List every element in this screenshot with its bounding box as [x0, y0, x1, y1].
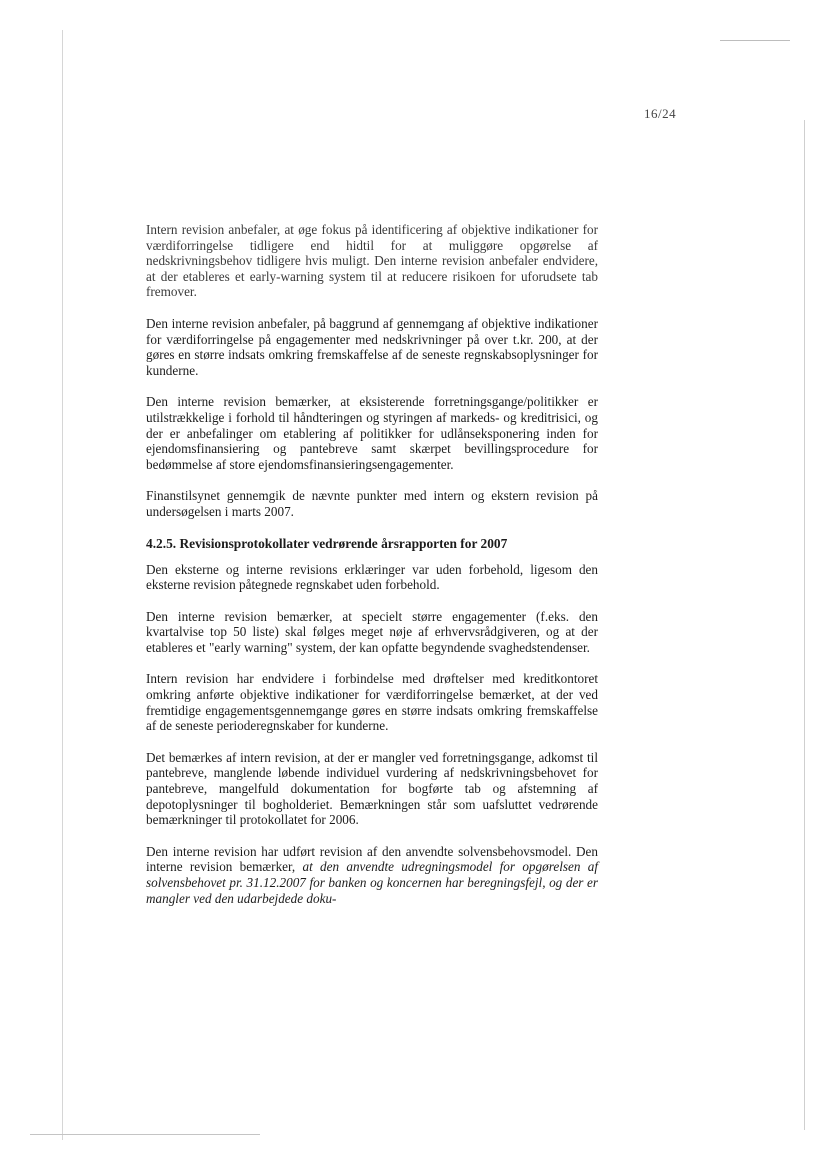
document-body: [146, 222, 598, 922]
paragraph-solvency-model: [146, 844, 598, 906]
scan-edge-right: [804, 120, 805, 1130]
solvency-model-text: Den interne revision har udført revision af den anvendte solvensbehovsmodel. Den interne revision bemærker,: [146, 843, 598, 875]
page-number: 16/24: [644, 106, 677, 121]
solvency-model-italic-text: at den anvendte udregningsmodel for opgørelsen af solvensbehovet pr. 31.12.2007 for banken og koncernen har beregningsfejl, og der er mangler ved den udarbejdede doku-: [146, 859, 598, 906]
section-heading-audit-reports-2007: 4.2.5. Revisionsprotokollater vedrørende årsrapporten for 2007: [146, 535, 508, 551]
paragraph-recommend-objective-indications: Intern revision anbefaler, at øge fokus på identificering af objektive indikationer for værdiforringelse tidligere end hidtil for at muliggøre opgørelse af nedskrivningsbehov tidligere hvis muligt. Den interne revision anbefaler endvidere, at der etableres et early-warning system til at reducere risikoen for uforudsete tab fremover.: [146, 222, 598, 300]
paragraph-credit-office-discussions: Intern revision har endvidere i forbindelse med drøftelser med kreditkontoret omkring anførte objektive indikationer for værdiforringelse bemærket, at der ved fremtidige engagementsgennemgange gøres en større indsats omkring fremskaffelse af de seneste perioderegnskaber for kunderne.: [146, 671, 598, 734]
scan-edge-left: [62, 30, 63, 1140]
paragraph-audit-statements: Den eksterne og interne revisions erklæringer var uden forbehold, ligesom den eksterne revision påtegnede regnskabet uden forbehold.: [146, 561, 598, 593]
paragraph-fsa-review: Finanstilsynet gennemgik de nævnte punkter med intern og ekstern revision på undersøgelsen i marts 2007.: [146, 488, 598, 519]
scan-edge-top: [720, 40, 790, 41]
paragraph-large-engagements: Den interne revision bemærker, at specielt større engagementer (f.eks. den kvartalvise top 50 liste) skal følges meget nøje af erhvervsrådgiveren, og at der etableres et "early warning" system, der kan opfatte begyndende svaghedstendenser.: [146, 608, 598, 655]
scan-edge-bottom: [30, 1134, 260, 1135]
paragraph-recommend-accounting-information: Den interne revision anbefaler, på baggrund af gennemgang af objektive indikationer for værdiforringelse på engagementer med nedskrivninger på over t.kr. 200, at der gøres en større indsats omkring fremskaffelse af de seneste regnskabsoplysninger for kunderne.: [146, 315, 598, 378]
paragraph-deficiencies: Det bemærkes af intern revision, at der er mangler ved forretningsgange, adkomst til pantebreve, manglende løbende individuel vurdering af nedskrivningsbehovet for pantebreve, mangelfuld dokumentation for bogførte tab og afstemning af depotoplysninger til bogholderiet. Bemærkningen står som uafsluttet vedrørende bemærkninger til protokollatet for 2006.: [146, 749, 598, 828]
paragraph-remark-business-procedures: Den interne revision bemærker, at eksisterende forretningsgange/politikker er utilstrækkelige i forhold til håndteringen og styringen af markeds- og kreditrisici, og der er anbefalinger om etablering af politikker for udlånseksponering inden for ejendomsfinansiering og pantebreve samt skærpet bevillingsprocedure for bedømmelse af store ejendomsfinansieringsengagementer.: [146, 394, 598, 472]
